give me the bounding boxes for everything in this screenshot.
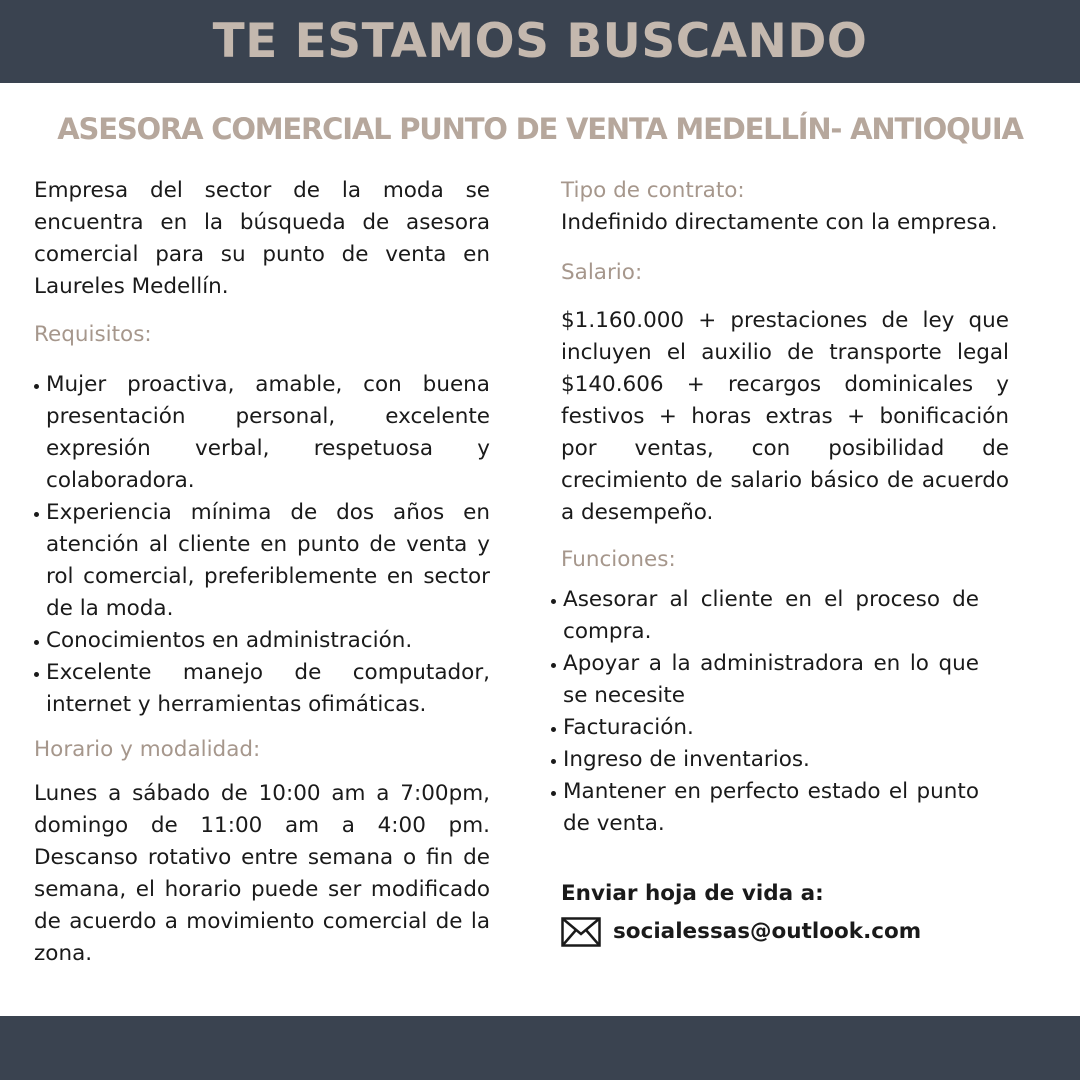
job-title: ASESORA COMERCIAL PUNTO DE VENTA MEDELLÍN- ANTIOQUIA xyxy=(57,112,1023,146)
funciones-list xyxy=(551,584,979,840)
top-banner xyxy=(0,0,1080,83)
right-column xyxy=(561,175,1009,948)
bottom-bar xyxy=(0,1016,1080,1080)
contrato-heading: Tipo de contrato: xyxy=(561,178,745,203)
list-item: Mujer proactiva, amable, con buena presentación personal, excelente expresión verbal, respetuosa y colaboradora. xyxy=(34,369,490,497)
requisitos-heading: Requisitos: xyxy=(34,322,152,347)
requisitos-list xyxy=(34,369,490,721)
horario-text: Lunes a sábado de 10:00 am a 7:00pm, domingo de 11:00 am a 4:00 pm. Descanso rotativo entre semana o fin de semana, el horario puede ser modificado de acuerdo a movimiento comercial de la zona. xyxy=(34,781,490,966)
list-item: Experiencia mínima de dos años en atención al cliente en punto de venta y rol comercial, preferiblemente en sector de la moda. xyxy=(34,497,490,625)
list-item: Asesorar al cliente en el proceso de compra. xyxy=(551,584,979,648)
list-item: Ingreso de inventarios. xyxy=(551,744,979,776)
list-item: Apoyar a la administradora en lo que se necesite xyxy=(551,648,979,712)
email-address[interactable]: socialessas@outlook.com xyxy=(613,919,922,944)
funciones-heading: Funciones: xyxy=(561,547,676,572)
cv-label: Enviar hoja de vida a: xyxy=(561,881,824,906)
list-item: Facturación. xyxy=(551,712,979,744)
contrato-text: Indefinido directamente con la empresa. xyxy=(561,210,998,235)
salario-text: $1.160.000 + prestaciones de ley que incluyen el auxilio de transporte legal $140.606 + recargos dominicales y festivos + horas extras + bonificación por ventas, con posibilidad de crecimiento de salario básico de acuerdo a desempeño. xyxy=(561,308,1009,525)
email-row[interactable] xyxy=(561,916,1009,948)
salario-heading: Salario: xyxy=(561,260,643,285)
list-item: Conocimientos en administración. xyxy=(34,625,490,657)
envelope-icon xyxy=(561,917,601,947)
list-item: Mantener en perfecto estado el punto de venta. xyxy=(551,776,979,840)
list-item: Excelente manejo de computador, internet y herramientas ofimáticas. xyxy=(34,657,490,721)
horario-heading: Horario y modalidad: xyxy=(34,737,261,762)
intro-text: Empresa del sector de la moda se encuentra en la búsqueda de asesora comercial para su punto de venta en Laureles Medellín. xyxy=(34,178,490,299)
banner-title: TE ESTAMOS BUSCANDO xyxy=(212,14,868,69)
left-column xyxy=(34,175,490,970)
